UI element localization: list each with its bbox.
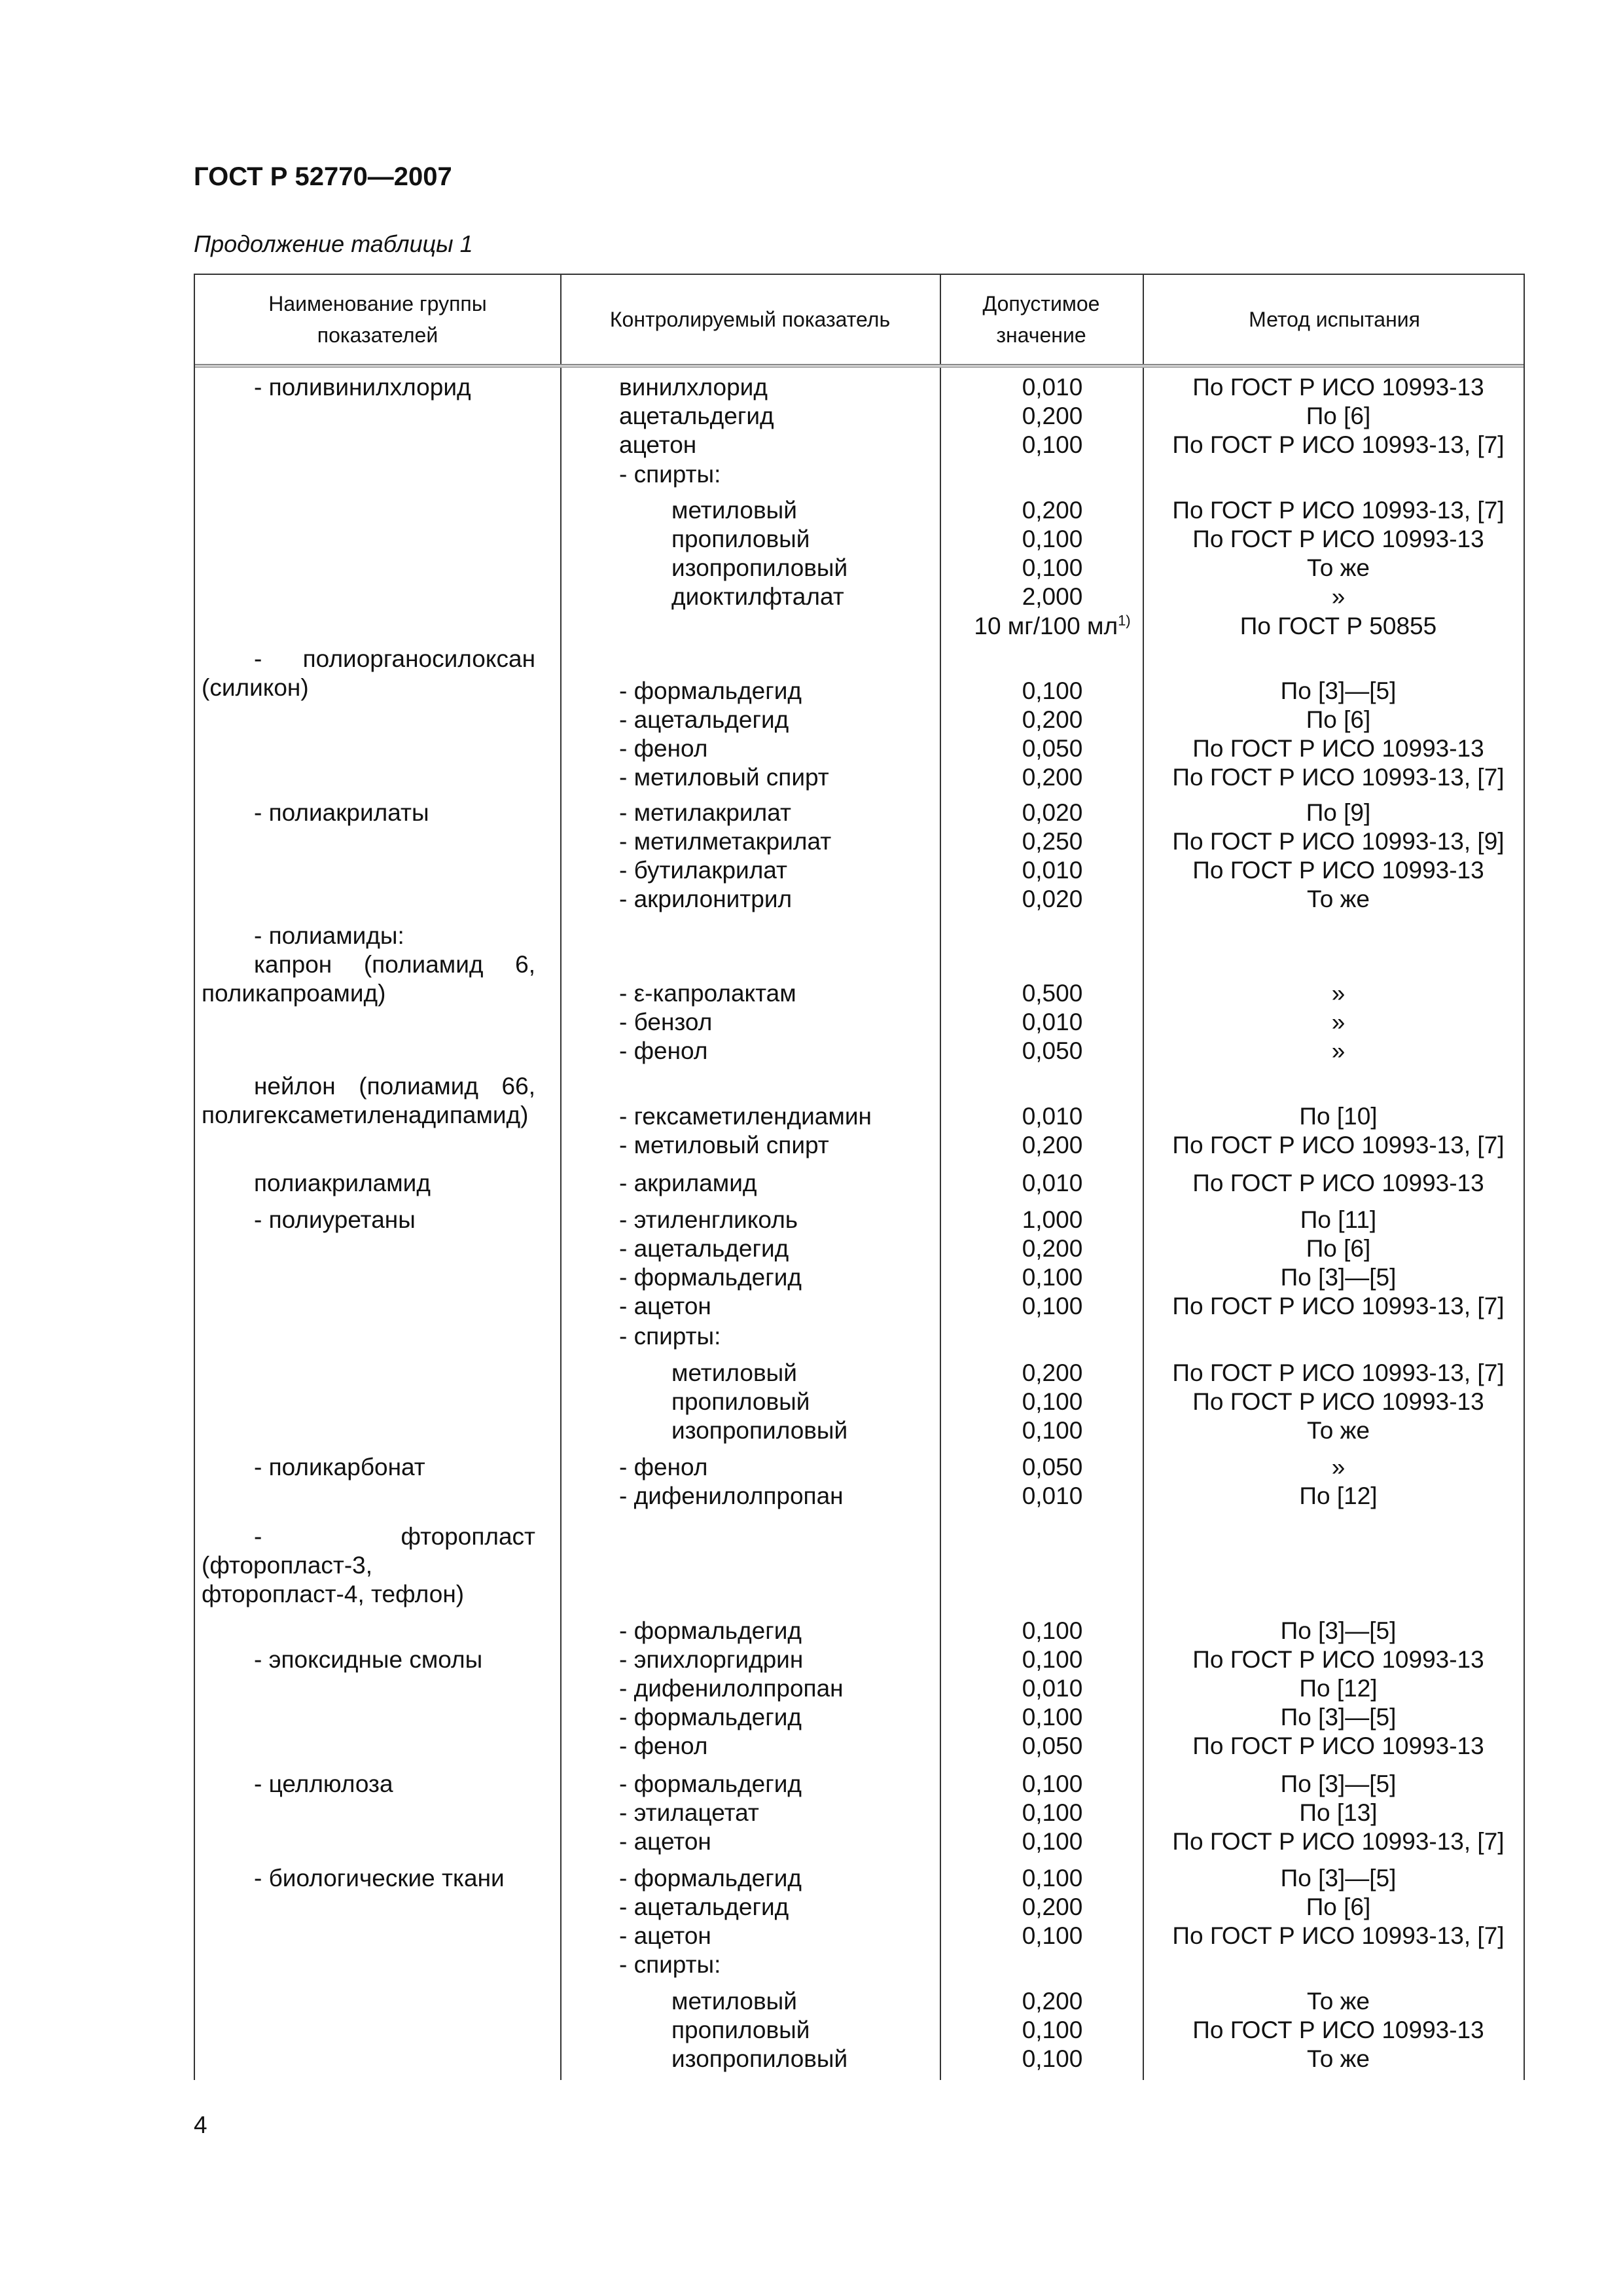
method-cell: По [11] bbox=[1300, 1206, 1377, 1233]
indicator-cell: - фенол bbox=[619, 735, 708, 762]
indicator-cell: - этиленгликоль bbox=[619, 1206, 798, 1233]
group-name-cell: - полиамиды: bbox=[254, 922, 404, 949]
value-cell: 0,010 bbox=[1022, 1675, 1083, 1702]
method-cell: » bbox=[1331, 1454, 1346, 1480]
method-cell: По ГОСТ Р ИСО 10993-13, [7] bbox=[1172, 431, 1505, 458]
value-cell: 0,020 bbox=[1022, 886, 1083, 912]
method-cell: » bbox=[1331, 583, 1346, 610]
value-cell: 0,200 bbox=[1022, 1893, 1083, 1920]
indicator-cell: - спирты: bbox=[619, 1951, 721, 1978]
indicator-cell: - ацетон bbox=[619, 1293, 711, 1319]
indicator-cell: - этилацетат bbox=[619, 1799, 759, 1826]
group-name-cell: - эпоксидные смолы bbox=[254, 1646, 483, 1673]
indicator-cell: - формальдегид bbox=[619, 1264, 802, 1291]
method-cell: По [13] bbox=[1299, 1799, 1378, 1826]
data-table bbox=[194, 274, 1525, 2080]
value-cell: 0,100 bbox=[1022, 1704, 1083, 1731]
value-cell: 0,200 bbox=[1022, 1235, 1083, 1262]
method-cell: По ГОСТ Р ИСО 10993-13, [7] bbox=[1172, 764, 1505, 791]
column-header-method: Метод испытания bbox=[1249, 308, 1420, 331]
method-cell: По ГОСТ Р ИСО 10993-13 bbox=[1192, 1170, 1484, 1196]
method-cell: То же bbox=[1307, 554, 1370, 581]
group-name-cell: - биологические ткани bbox=[254, 1865, 505, 1892]
method-cell: По [9] bbox=[1306, 799, 1371, 826]
method-cell: По ГОСТ Р ИСО 10993-13 bbox=[1192, 1388, 1484, 1415]
value-cell: 0,200 bbox=[1022, 764, 1083, 791]
method-cell: По [12] bbox=[1299, 1482, 1378, 1509]
page-number: 4 bbox=[194, 2111, 207, 2138]
value-cell: 0,200 bbox=[1022, 706, 1083, 733]
value-cell: 2,000 bbox=[1022, 583, 1083, 610]
method-cell: То же bbox=[1307, 886, 1370, 912]
indicator-cell: - ацетон bbox=[619, 1922, 711, 1949]
value-cell: 0,010 bbox=[1022, 857, 1083, 884]
value-cell: 0,100 bbox=[1022, 1417, 1083, 1444]
method-cell: По ГОСТ Р ИСО 10993-13, [7] bbox=[1172, 1922, 1505, 1949]
value-cell: 0,100 bbox=[1022, 1388, 1083, 1415]
group-name-cell: капрон (полиамид 6, поликапроамид) bbox=[202, 951, 535, 1007]
value-cell: 0,100 bbox=[1022, 1828, 1083, 1855]
method-cell: По [3]—[5] bbox=[1280, 1264, 1397, 1291]
document-header: ГОСТ Р 52770—2007 bbox=[194, 162, 452, 191]
indicator-cell: ацетон bbox=[619, 431, 697, 458]
indicator-cell: винилхлорид bbox=[619, 374, 768, 401]
footnote-marker: 1) bbox=[1118, 612, 1131, 629]
value-cell: 0,200 bbox=[1022, 1132, 1083, 1158]
indicator-cell: - дифенилолпропан bbox=[619, 1675, 844, 1702]
value-cell: 0,050 bbox=[1022, 1454, 1083, 1480]
method-cell: По ГОСТ Р ИСО 10993-13 bbox=[1192, 1732, 1484, 1759]
value-cell: 0,200 bbox=[1022, 1988, 1083, 2015]
value-cell: 1,000 bbox=[1022, 1206, 1083, 1233]
method-cell: По [12] bbox=[1299, 1675, 1378, 1702]
indicator-cell: пропиловый bbox=[671, 1388, 810, 1415]
value-cell: 0,050 bbox=[1022, 1037, 1083, 1064]
method-cell: По [6] bbox=[1306, 706, 1371, 733]
method-cell: По [3]—[5] bbox=[1280, 1865, 1397, 1892]
method-cell: По ГОСТ Р ИСО 10993-13, [7] bbox=[1172, 1293, 1505, 1319]
method-cell: По ГОСТ Р ИСО 10993-13 bbox=[1192, 735, 1484, 762]
method-cell: По ГОСТ Р ИСО 10993-13, [7] bbox=[1172, 1359, 1505, 1386]
method-cell: По ГОСТ Р ИСО 10993-13 bbox=[1192, 374, 1484, 401]
group-name-cell: - полиакрилаты bbox=[254, 799, 429, 826]
indicator-cell: - акрилонитрил bbox=[619, 886, 793, 912]
indicator-cell: - фенол bbox=[619, 1037, 708, 1064]
indicator-cell: - гексаметилендиамин bbox=[619, 1103, 872, 1130]
indicator-cell: - акриламид bbox=[619, 1170, 757, 1196]
indicator-cell: метиловый bbox=[671, 1359, 797, 1386]
indicator-cell: - метилакрилат bbox=[619, 799, 791, 826]
value-cell: 0,050 bbox=[1022, 735, 1083, 762]
value-cell: 0,250 bbox=[1022, 828, 1083, 855]
table-caption: Продолжение таблицы 1 bbox=[194, 230, 473, 257]
indicator-cell: - метиловый спирт bbox=[619, 764, 829, 791]
value-cell: 0,010 bbox=[1022, 1103, 1083, 1130]
header-rule bbox=[195, 364, 1524, 368]
value-cell: 0,010 bbox=[1022, 1009, 1083, 1035]
method-cell: По ГОСТ Р ИСО 10993-13, [7] bbox=[1172, 1828, 1505, 1855]
indicator-cell: - ацетон bbox=[619, 1828, 711, 1855]
value-cell: 0,100 bbox=[1022, 2045, 1083, 2072]
value-cell: 0,100 bbox=[1022, 1617, 1083, 1644]
method-cell: То же bbox=[1307, 1988, 1370, 2015]
method-cell: По [3]—[5] bbox=[1280, 677, 1397, 704]
value-cell: 0,050 bbox=[1022, 1732, 1083, 1759]
value-cell: 0,010 bbox=[1022, 1170, 1083, 1196]
indicator-cell: - ацетальдегид bbox=[619, 1235, 789, 1262]
value-cell: 0,100 bbox=[1022, 554, 1083, 581]
group-name-cell: - целлюлоза bbox=[254, 1770, 393, 1797]
method-cell: То же bbox=[1307, 1417, 1370, 1444]
method-cell: По ГОСТ Р ИСО 10993-13, [7] bbox=[1172, 497, 1505, 524]
group-name-cell: - поливинилхлорид bbox=[254, 374, 471, 401]
indicator-cell: - формальдегид bbox=[619, 1770, 802, 1797]
indicator-cell: диоктилфталат bbox=[671, 583, 844, 610]
method-cell: По [10] bbox=[1299, 1103, 1378, 1130]
method-cell: По ГОСТ Р ИСО 10993-13 bbox=[1192, 2017, 1484, 2043]
indicator-cell: изопропиловый bbox=[671, 2045, 848, 2072]
column-header-value: Допустимое значение bbox=[982, 292, 1100, 347]
group-name-cell: нейлон (полиамид 66, полигексаметиленадипамид) bbox=[202, 1073, 535, 1128]
method-cell: » bbox=[1331, 1009, 1346, 1035]
column-header-group: Наименование группы показателей bbox=[268, 292, 487, 347]
value-cell: 10 мг/100 $мл^{1)}$ bbox=[974, 612, 1131, 639]
method-cell: По ГОСТ Р ИСО 10993-13 bbox=[1192, 1646, 1484, 1673]
indicator-cell: ацетальдегид bbox=[619, 403, 774, 429]
indicator-cell: - дифенилолпропан bbox=[619, 1482, 844, 1509]
indicator-cell: метиловый bbox=[671, 497, 797, 524]
value-cell: 0,100 bbox=[1022, 526, 1083, 552]
indicator-cell: - эпихлоргидрин bbox=[619, 1646, 804, 1673]
value-cell: 0,200 bbox=[1022, 403, 1083, 429]
value-cell: 0,500 bbox=[1022, 980, 1083, 1007]
indicator-cell: - ацетальдегид bbox=[619, 706, 789, 733]
group-name-cell: - поликарбонат bbox=[254, 1454, 425, 1480]
group-name-cell: - полиорганосилоксан (силикон) bbox=[202, 645, 535, 701]
value-cell: 0,100 bbox=[1022, 1799, 1083, 1826]
group-name-cell: полиакриламид bbox=[254, 1170, 431, 1196]
indicator-cell: - формальдегид bbox=[619, 677, 802, 704]
indicator-cell: - ε-капролактам bbox=[619, 980, 796, 1007]
indicator-cell: - фенол bbox=[619, 1454, 708, 1480]
value-cell: 0,100 bbox=[1022, 431, 1083, 458]
indicator-cell: - ацетальдегид bbox=[619, 1893, 789, 1920]
group-name-cell: - полиуретаны bbox=[254, 1206, 416, 1233]
column-divider bbox=[560, 275, 562, 2080]
indicator-cell: - метиловый спирт bbox=[619, 1132, 829, 1158]
indicator-cell: метиловый bbox=[671, 1988, 797, 2015]
method-cell: По [3]—[5] bbox=[1280, 1770, 1397, 1797]
value-cell: 0,100 bbox=[1022, 1264, 1083, 1291]
value-cell: 0,100 bbox=[1022, 1865, 1083, 1892]
method-cell: По ГОСТ Р ИСО 10993-13, [7] bbox=[1172, 1132, 1505, 1158]
method-cell: То же bbox=[1307, 2045, 1370, 2072]
value-cell: 0,100 bbox=[1022, 677, 1083, 704]
method-cell: » bbox=[1331, 1037, 1346, 1064]
indicator-cell: - бензол bbox=[619, 1009, 713, 1035]
method-cell: По [6] bbox=[1306, 1235, 1371, 1262]
method-cell: По ГОСТ Р 50855 bbox=[1240, 613, 1437, 639]
value-cell: 0,100 bbox=[1022, 1293, 1083, 1319]
column-header-indicator: Контролируемый показатель bbox=[609, 308, 891, 331]
value-cell: 0,010 bbox=[1022, 374, 1083, 401]
method-cell: По [6] bbox=[1306, 403, 1371, 429]
indicator-cell: пропиловый bbox=[671, 2017, 810, 2043]
indicator-cell: - фенол bbox=[619, 1732, 708, 1759]
value-cell: 0,100 bbox=[1022, 1922, 1083, 1949]
value-cell: 0,200 bbox=[1022, 497, 1083, 524]
value-cell: 0,100 bbox=[1022, 1770, 1083, 1797]
indicator-cell: изопропиловый bbox=[671, 1417, 848, 1444]
method-cell: По ГОСТ Р ИСО 10993-13, [9] bbox=[1172, 828, 1505, 855]
indicator-cell: - спирты: bbox=[619, 461, 721, 488]
method-cell: По [3]—[5] bbox=[1280, 1704, 1397, 1731]
group-name-cell: - фторопласт (фторопласт-3, фторопласт-4, тефлон) bbox=[202, 1523, 535, 1607]
indicator-cell: - метилметакрилат bbox=[619, 828, 832, 855]
method-cell: » bbox=[1331, 980, 1346, 1007]
value-cell: 0,020 bbox=[1022, 799, 1083, 826]
indicator-cell: - формальдегид bbox=[619, 1865, 802, 1892]
value-cell: 0,100 bbox=[1022, 1646, 1083, 1673]
indicator-cell: - спирты: bbox=[619, 1323, 721, 1350]
indicator-cell: пропиловый bbox=[671, 526, 810, 552]
value-cell: 0,010 bbox=[1022, 1482, 1083, 1509]
method-cell: По ГОСТ Р ИСО 10993-13 bbox=[1192, 526, 1484, 552]
value-cell: 0,200 bbox=[1022, 1359, 1083, 1386]
method-cell: По ГОСТ Р ИСО 10993-13 bbox=[1192, 857, 1484, 884]
indicator-cell: - формальдегид bbox=[619, 1617, 802, 1644]
indicator-cell: - формальдегид bbox=[619, 1704, 802, 1731]
method-cell: По [3]—[5] bbox=[1280, 1617, 1397, 1644]
method-cell: По [6] bbox=[1306, 1893, 1371, 1920]
indicator-cell: изопропиловый bbox=[671, 554, 848, 581]
indicator-cell: - бутилакрилат bbox=[619, 857, 787, 884]
value-cell: 0,100 bbox=[1022, 2017, 1083, 2043]
